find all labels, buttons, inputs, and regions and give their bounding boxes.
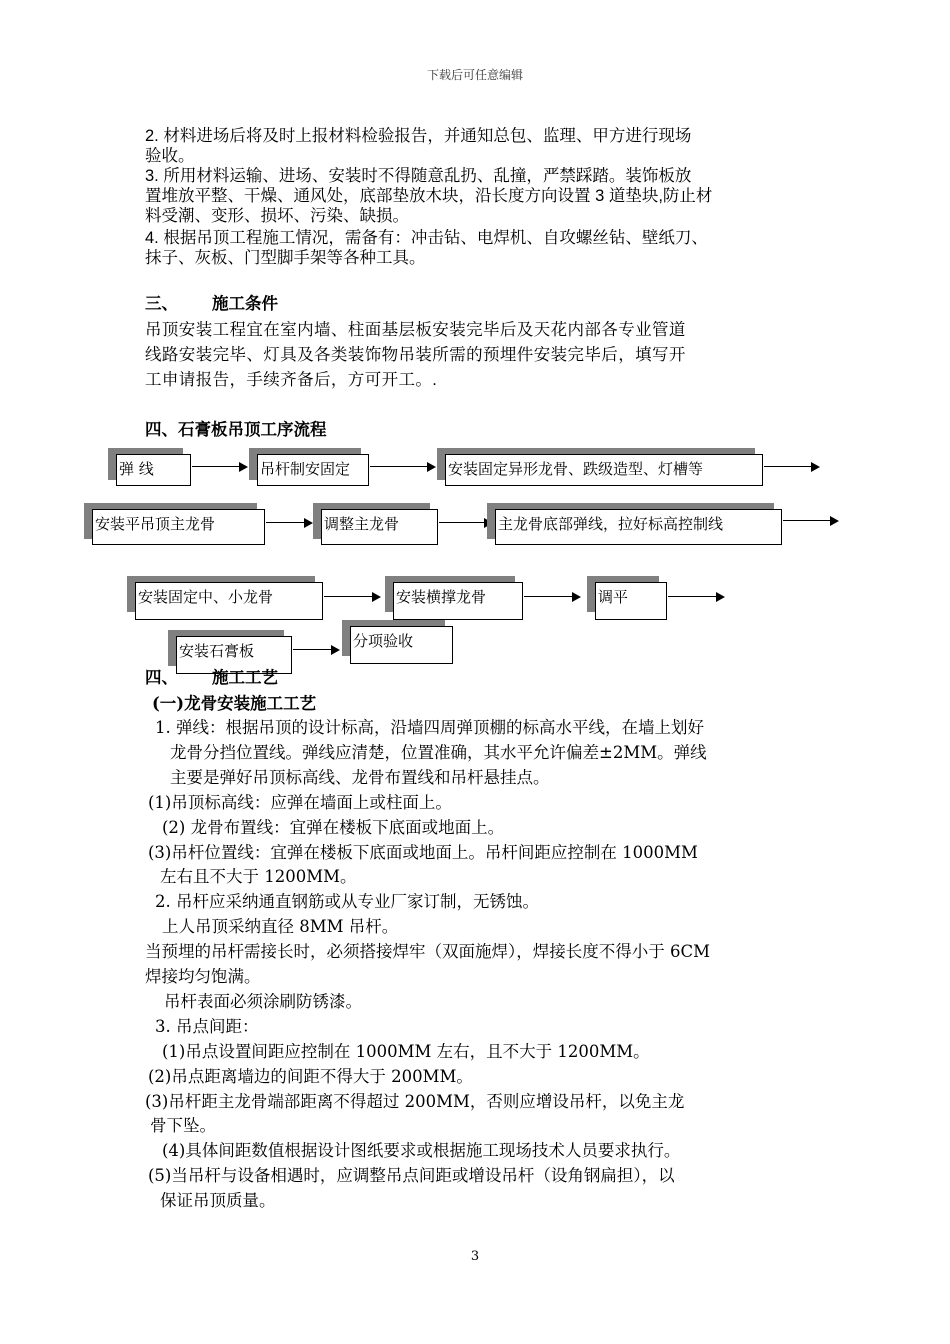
flow-arrow [192, 466, 246, 467]
material-line-5: 料受潮、变形、损坏、污染、缺损。 [145, 207, 409, 225]
process-line-12: 吊杆表面必须涂刷防锈漆。 [164, 992, 362, 1011]
flow-arrow [783, 520, 837, 521]
material-line-2: 验收。 [145, 147, 195, 165]
flow-arrow [524, 596, 579, 597]
flow-arrow [293, 649, 338, 650]
process-line-3: 主要是弹好吊顶标高线、龙骨布置线和吊杆悬挂点。 [170, 768, 550, 787]
flow-box-gypsum-board: 安装石膏板 [176, 636, 292, 674]
section-5-title: 施工工艺 [212, 669, 278, 687]
process-line-9: 上人吊顶采纳直径 8MM 吊杆。 [162, 917, 399, 936]
section-5-number: 四、 [145, 669, 178, 687]
process-line-20: 保证吊顶质量。 [160, 1191, 276, 1210]
section-4-title: 四、石膏板吊顶工序流程 [145, 421, 327, 439]
flow-arrow [439, 522, 491, 523]
subsection-keel-title: (一)龙骨安装施工工艺 [152, 694, 317, 713]
material-line-1: 2. 材料进场后将及时上报材料检验报告，并通知总包、监理、甲方进行现场 [145, 127, 692, 145]
page-header: 下载后可任意编辑 [426, 68, 523, 82]
flow-box-main-keel: 安装平吊顶主龙骨 [92, 509, 265, 545]
process-line-14: (1)吊点设置间距应控制在 1000MM 左右，且不大于 1200MM。 [162, 1042, 650, 1061]
flow-box-level-control: 主龙骨底部弹线，拉好标高控制线 [495, 509, 782, 545]
process-line-7: 左右且不大于 1200MM。 [160, 867, 357, 886]
process-line-13: 3. 吊点间距： [155, 1017, 259, 1036]
process-line-15: (2)吊点距离墙边的间距不得大于 200MM。 [148, 1067, 473, 1086]
flow-box-snap-line: 弹 线 [116, 454, 191, 486]
process-line-6: (3)吊杆位置线：宜弹在楼板下底面或地面上。吊杆间距应控制在 1000MM [148, 843, 698, 862]
flow-arrow [764, 466, 818, 467]
flow-box-mid-small-keel: 安装固定中、小龙骨 [135, 582, 323, 620]
process-line-1: 1. 弹线：根据吊顶的设计标高，沿墙四周弹顶棚的标高水平线，在墙上划好 [155, 718, 704, 737]
flow-arrow [370, 466, 434, 467]
flow-box-acceptance: 分项验收 [350, 626, 453, 664]
flow-box-cross-keel: 安装横撑龙骨 [393, 582, 523, 620]
flow-arrow [266, 522, 311, 523]
flow-arrow [668, 596, 723, 597]
process-line-5: (2) 龙骨布置线：宜弹在楼板下底面或地面上。 [162, 818, 505, 837]
process-line-2: 龙骨分挡位置线。弹线应清楚，位置准确，其水平允许偏差±2MM。弹线 [170, 743, 707, 762]
process-line-18: (4)具体间距数值根据设计图纸要求或根据施工现场技术人员要求执行。 [162, 1141, 681, 1160]
process-line-19: (5)当吊杆与设备相遇时，应调整吊点间距或增设吊杆（设角钢扁担），以 [148, 1166, 675, 1185]
section-3-line-1: 吊顶安装工程宜在室内墙、柱面基层板安装完毕后及天花内部各专业管道 [145, 321, 686, 339]
section-3-line-2: 线路安装完毕、灯具及各类装饰物吊装所需的预埋件安装完毕后，填写开 [145, 346, 686, 364]
section-3-title: 施工条件 [212, 295, 278, 313]
page-number: 3 [470, 1249, 480, 1264]
section-3-line-3: 工申请报告，手续齐备后，方可开工。. [145, 371, 438, 389]
flow-arrow [324, 596, 379, 597]
process-line-10: 当预埋的吊杆需接长时，必须搭接焊牢（双面施焊），焊接长度不得小于 6CM [145, 942, 711, 961]
process-line-11: 焊接均匀饱满。 [145, 967, 261, 986]
flow-box-hanger-rod: 吊杆制安固定 [257, 454, 369, 486]
flow-box-special-keel: 安装固定异形龙骨、跌级造型、灯槽等 [445, 454, 763, 486]
process-line-17: 骨下坠。 [150, 1116, 216, 1135]
material-line-3: 3. 所用材料运输、进场、安装时不得随意乱扔、乱撞，严禁踩踏。装饰板放 [145, 167, 692, 185]
material-line-7: 抹子、灰板、门型脚手架等各种工具。 [145, 249, 426, 267]
process-line-16: (3)吊杆距主龙骨端部距离不得超过 200MM，否则应增设吊杆，以免主龙 [145, 1092, 685, 1111]
material-line-4: 置堆放平整、干燥、通风处，底部垫放木块，沿长度方向设置 3 道垫块,防止材 [145, 187, 713, 205]
material-line-6: 4. 根据吊顶工程施工情况，需备有：冲击钻、电焊机、自攻螺丝钻、壁纸刀、 [145, 229, 708, 247]
process-line-8: 2. 吊杆应采纳通直钢筋或从专业厂家订制，无锈蚀。 [155, 892, 539, 911]
flow-box-leveling: 调平 [595, 582, 667, 620]
flow-box-adjust-main-keel: 调整主龙骨 [321, 509, 438, 545]
section-3-number: 三、 [145, 295, 178, 313]
process-line-4: (1)吊顶标高线：应弹在墙面上或柱面上。 [148, 793, 452, 812]
